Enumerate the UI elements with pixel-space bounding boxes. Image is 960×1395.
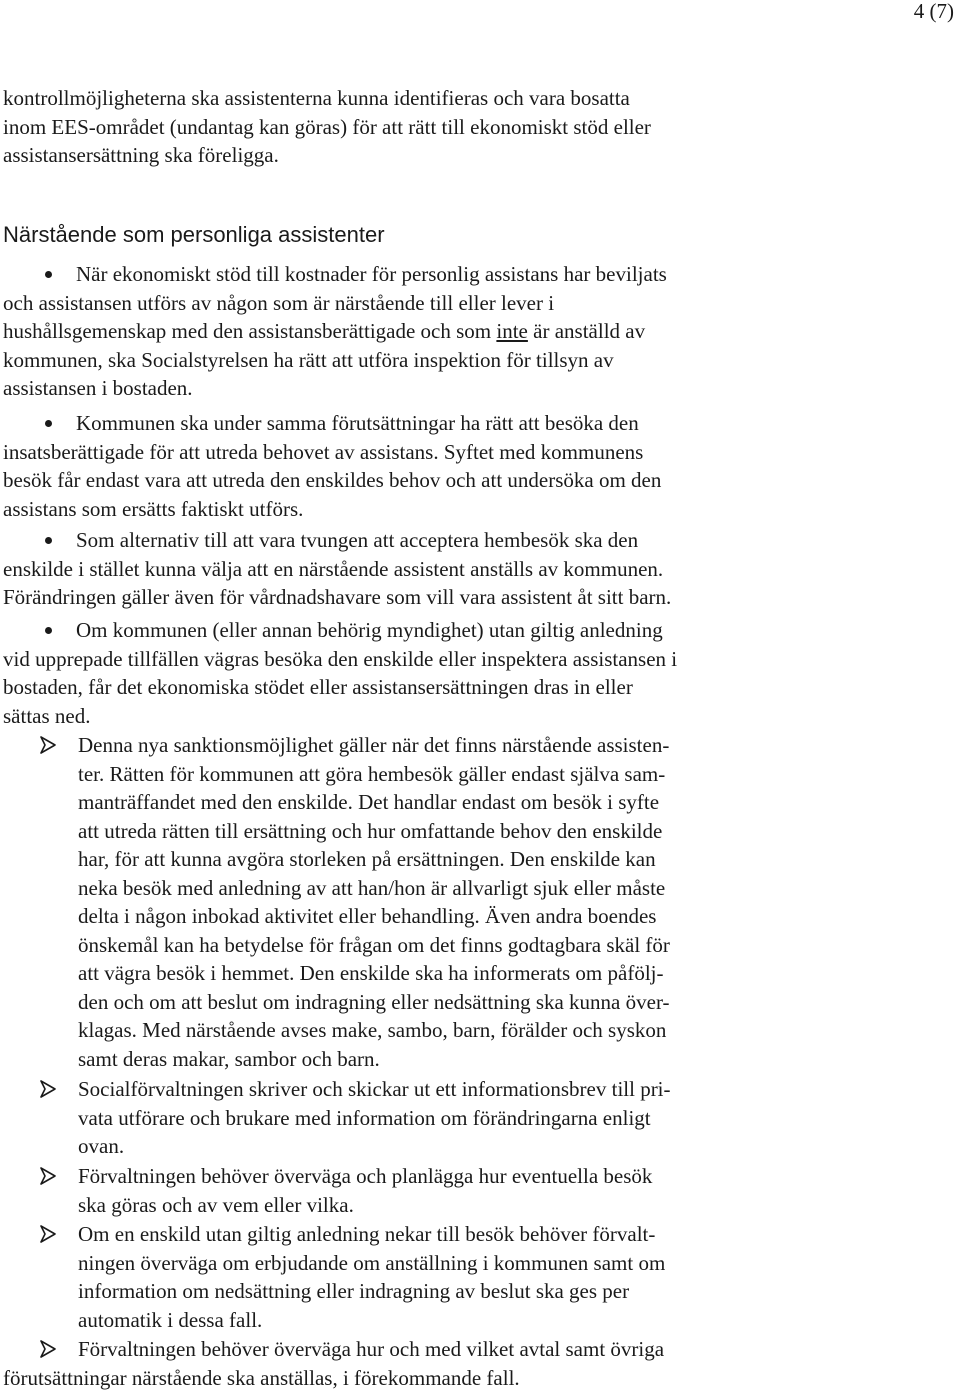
arrow-line: Denna nya sanktionsmöjlighet gäller när det finns närstående assisten-	[78, 733, 670, 757]
arrow-line: att vägra besök i hemmet. Den enskilde ska ha informerats om påfölj-	[78, 961, 664, 985]
bullet-text: Om kommunen (eller annan behörig myndighet) utan giltig anledning	[76, 618, 663, 642]
arrow-line: vata utförare och brukare med information om förändringarna enligt	[78, 1105, 651, 1130]
arrowhead-bullet-icon	[39, 736, 57, 754]
bullet-dot-icon	[45, 271, 52, 278]
bullet-line: Förändringen gäller även för vårdnadshavare som vill vara assistent åt sitt barn.	[3, 585, 672, 609]
arrow-line: neka besök med anledning av att han/hon är allvarligt sjuk eller måste	[78, 875, 666, 900]
arrowhead-bullet-icon	[39, 1080, 57, 1098]
bullet-text: När ekonomiskt stöd till kostnader för personlig assistans har beviljats	[76, 262, 667, 286]
bullet-line: bostaden, får det ekonomiska stödet eller assistansersättningen dras in eller	[3, 675, 633, 699]
arrow-line: ska göras och av vem eller vilka.	[78, 1192, 354, 1217]
bullet-item	[3, 526, 943, 612]
intro-line: inom EES-området (undantag kan göras) för att rätt till ekonomiskt stöd eller	[3, 114, 651, 139]
intro-line: kontrollmöjligheterna ska assistenterna kunna identifieras och vara bosatta	[3, 86, 630, 110]
intro-line: assistansersättning ska föreligga.	[3, 143, 279, 167]
bullet-item	[3, 409, 943, 523]
arrow-line: manträffandet med den enskilde. Det handlar endast om besök i syfte	[78, 790, 660, 814]
arrow-line: förutsättningar närstående ska anställas, i förekommande fall.	[3, 1365, 520, 1390]
bullet-text: Kommunen ska under samma förutsättningar ha rätt att besöka den	[76, 411, 639, 435]
bullet-line	[3, 526, 943, 555]
bullet-line: insatsberättigade för att utreda behovet av assistans. Syftet med kommunens	[3, 439, 644, 464]
arrow-line: delta i någon inbokad aktivitet eller behandling. Även andra boendes	[78, 904, 657, 928]
bullet-line	[3, 317, 943, 346]
arrow-line: har, för att kunna avgöra storleken på ersättningen. Den enskilde kan	[78, 847, 656, 871]
arrowhead-bullet-icon	[39, 1340, 57, 1358]
arrow-line: att utreda rätten till ersättning och hur omfattande behov den enskilde	[78, 818, 663, 843]
intro-paragraph	[3, 84, 943, 170]
section-heading: Närstående som personliga assistenter	[3, 222, 385, 247]
bullet-item	[3, 616, 943, 730]
bullet-line: besök får endast vara att utreda den enskildes behov och att undersöka om den	[3, 468, 662, 492]
bullet-dot-icon	[45, 627, 52, 634]
bullet-item	[3, 260, 943, 403]
bullet-line: assistans som ersätts faktiskt utförs.	[3, 496, 304, 521]
bullet-line	[3, 260, 943, 289]
bullet-text: hushållsgemenskap med den assistansberättigade och som	[3, 319, 497, 343]
arrow-item	[3, 1162, 943, 1219]
arrow-line: ter. Rätten för kommunen att göra hembesök gäller endast själva sam-	[78, 761, 666, 786]
bullet-line: vid upprepade tillfällen vägras besöka den enskilde eller inspektera assistansen i	[3, 646, 678, 671]
page-number: 4 (7)	[913, 0, 954, 23]
bullet-dot-icon	[45, 420, 52, 427]
bullet-line: kommunen, ska Socialstyrelsen ha rätt att utföra inspektion för tillsyn av	[3, 347, 614, 372]
arrow-line: ovan.	[78, 1134, 125, 1158]
bullet-line: assistansen i bostaden.	[3, 376, 193, 400]
arrow-line: den och om att beslut om indragning eller nedsättning ska kunna över-	[78, 989, 670, 1014]
bullet-line: och assistansen utförs av någon som är närstående till eller lever i	[3, 290, 555, 315]
arrow-line: Om en enskild utan giltig anledning nekar till besök behöver förvalt-	[78, 1222, 656, 1246]
arrow-item	[3, 1335, 943, 1392]
arrow-line: Socialförvaltningen skriver och skickar ut ett informationsbrev till pri-	[78, 1077, 671, 1101]
bullet-line: enskilde i stället kunna välja att en närstående assistent anställs av kommunen.	[3, 556, 664, 581]
bullet-line	[3, 616, 943, 645]
arrow-line: automatik i dessa fall.	[78, 1307, 263, 1332]
arrow-line: Förvaltningen behöver överväga hur och med vilket avtal samt övriga	[78, 1337, 665, 1361]
arrow-line: Förvaltningen behöver överväga och planlägga hur eventuella besök	[78, 1164, 653, 1188]
bullet-line	[3, 409, 943, 438]
arrow-item	[3, 731, 943, 1073]
arrowhead-bullet-icon	[39, 1167, 57, 1185]
arrow-line: ningen överväga om erbjudande om anställning i kommunen samt om	[78, 1250, 666, 1275]
bullet-text: är anställd av	[527, 319, 646, 343]
arrowhead-bullet-icon	[39, 1225, 57, 1243]
arrow-line: önskemål kan ha betydelse för frågan om det finns godtagbara skäl för	[78, 932, 670, 957]
bullet-dot-icon	[45, 537, 52, 544]
arrow-line: samt deras makar, sambor och barn.	[78, 1046, 380, 1071]
arrow-item	[3, 1220, 943, 1334]
arrow-line: information om nedsättning eller indragning av beslut ska ges per	[78, 1279, 630, 1303]
arrow-line: klagas. Med närstående avses make, sambo, barn, förälder och syskon	[78, 1018, 667, 1042]
underlined-word: inte	[496, 319, 528, 343]
arrow-item	[3, 1075, 943, 1161]
bullet-text: Som alternativ till att vara tvungen att acceptera hembesök ska den	[76, 528, 639, 552]
bullet-line: sättas ned.	[3, 703, 91, 728]
